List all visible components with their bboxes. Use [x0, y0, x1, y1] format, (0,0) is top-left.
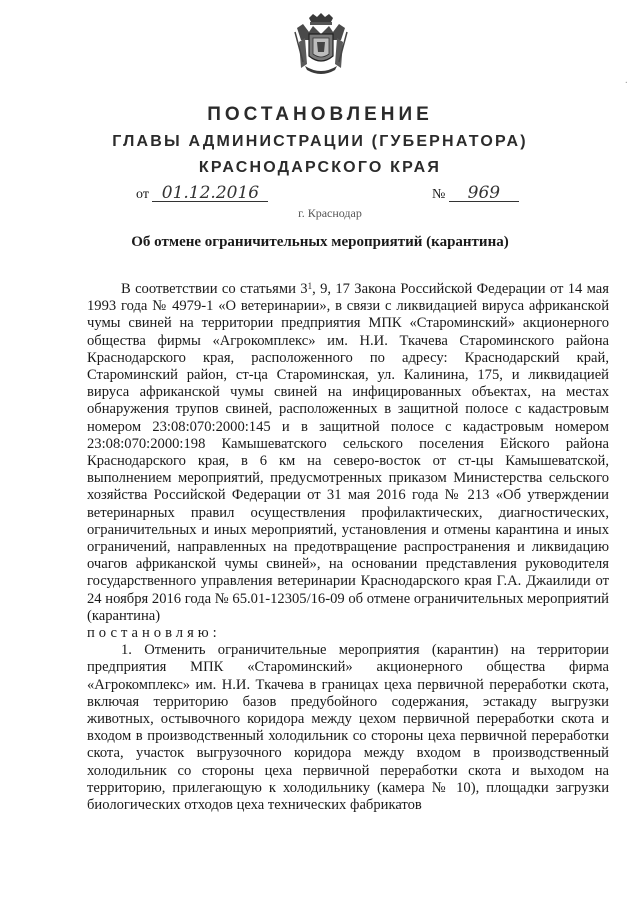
date-row	[136, 183, 268, 203]
handwritten-number: 969	[449, 186, 519, 202]
region-line: КРАСНОДАРСКОГО КРАЯ	[198, 159, 442, 176]
date-prefix: от	[136, 187, 149, 202]
handwritten-date: 01.12.2016	[152, 186, 268, 202]
paragraph-item-1: 1. Отменить ограничительные мероприятия (карантин) на территории предприятия МПК «Староминский» акционерного общества фирма «Агрокомплекс» им. Н.И. Ткачева в границах цеха первичной переработки скота, включая территорию базов предубойного содержания, эстакаду выгрузки животных, остывочного коридора между цехом первичной переработки скота и входом в производственный холодильник со стороны цеха первичной переработки скота, участок выгрузочного коридора между входом в производственный холодильник со стороны цеха первичной переработки скота и выходом на территорию, прилегающую к холодильнику (камера № 10), площадки загрузки биологических отходов цеха технических фабрикатов	[87, 642, 609, 814]
krasnodar-coat-of-arms-emblem	[291, 12, 351, 78]
decree-word: постановляю:	[87, 625, 221, 642]
document-type-title: ПОСТАНОВЛЕНИЕ	[207, 104, 433, 125]
number-row	[432, 183, 519, 203]
superscript-article: 1	[307, 281, 313, 291]
scan-mark: ·	[624, 78, 628, 89]
paragraph-preamble: В соответствии со статьями $3^1$, 9, 17 Закона Российской Федерации от 14 мая 1993 года № 4979-1 «О ветеринарии», в связи с ликвидацией вируса африканской чумы свиней на территории предприятия МПК «Староминский» акционерного общества фирмы «Агрокомплекс» им. Н.И. Ткачева Староминского района Краснодарского края, расположенного по адресу: Краснодарский край, Староминский район, ст-ца Староминская, ул. Калинина, 175, и ликвидацией вируса африканской чумы свиней на инфицированных объектах, на местах обнаружения трупов свиней, расположенных в защитной полосе с кадастровым номером 23:08:070:2000:145 и в защитной полосе с кадастровым номером 23:08:070:2000:198 Камышеватского сельского поселения Ейского района Краснодарского края, в 6 км на северо-восток от ст-цы Камышеватской, выполнением мероприятий, предусмотренных приказом Министерства сельского хозяйства Российской Федерации от 31 мая 2016 года № 213 «Об утверждении ветеринарных правил осуществления профилактических, диагностических, ограничительных и иных мероприятий, установления и отмены карантина и иных ограничений, направленных на предотвращение распространения и ликвидацию очагов африканской чумы свиней», на основании представления руководителя государственного управления ветеринарии Краснодарского края Г.А. Джаилиди от 24 ноября 2016 года № 65.01-12305/16-09 об отмене ограничительных мероприятий (карантина)	[87, 281, 609, 624]
issuer-line: ГЛАВЫ АДМИНИСТРАЦИИ (ГУБЕРНАТОРА)	[112, 133, 528, 150]
number-prefix: №	[432, 187, 446, 202]
document-body	[87, 281, 609, 814]
city-label: г. Краснодар	[298, 206, 362, 220]
document-subject: Об отмене ограничительных мероприятий (карантина)	[131, 234, 509, 250]
